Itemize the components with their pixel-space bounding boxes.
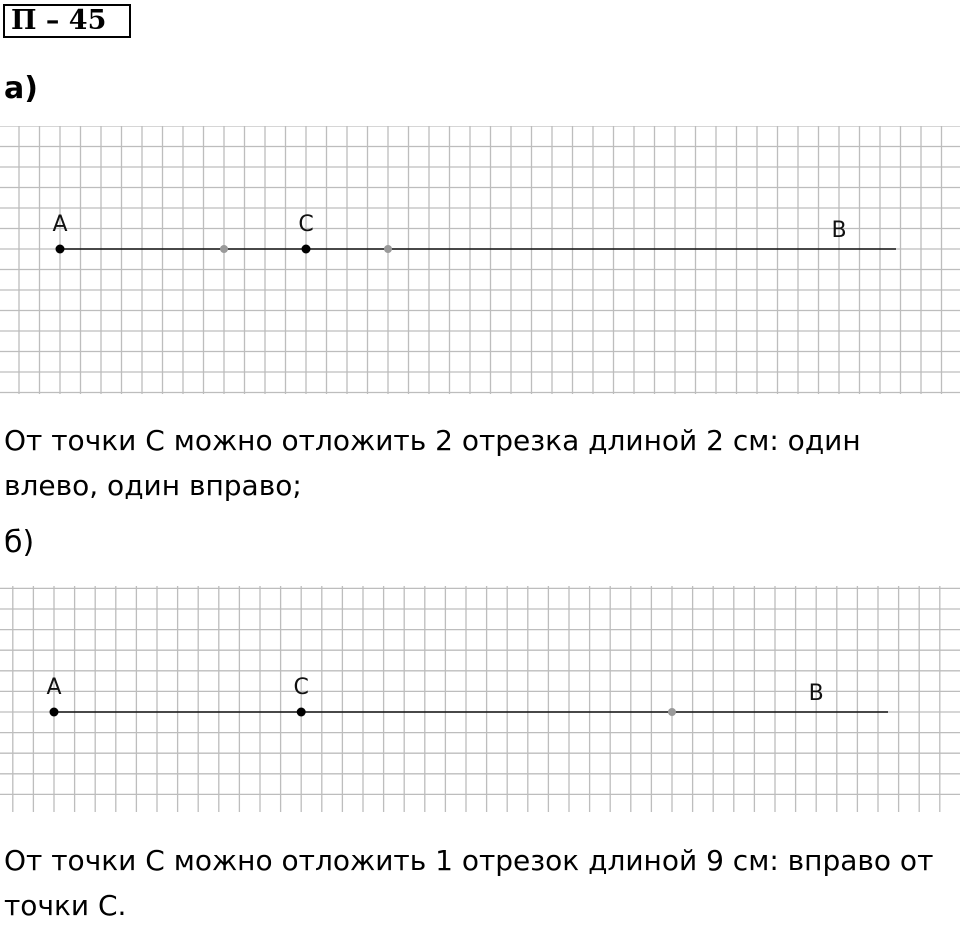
point-a	[56, 245, 65, 254]
point-label-b: B	[831, 218, 847, 243]
point-label-b: B	[808, 681, 824, 706]
point-c	[297, 708, 306, 717]
marked-point	[384, 245, 392, 253]
grid-figure-a	[0, 126, 960, 394]
marked-point	[668, 708, 676, 716]
part-b-label: б)	[4, 525, 35, 560]
point-a	[50, 708, 59, 717]
point-label-a: A	[46, 675, 62, 700]
grid-figure-b	[0, 586, 960, 812]
point-label-a: A	[52, 212, 68, 237]
problem-number: П – 45	[3, 4, 131, 38]
point-c	[302, 245, 311, 254]
point-label-c: C	[298, 212, 314, 237]
answer-a: От точки С можно отложить 2 отрезка длиной 2 см: один влево, один вправо;	[4, 424, 861, 502]
part-a-label: а)	[4, 71, 38, 106]
point-label-c: C	[293, 675, 309, 700]
answer-b: От точки С можно отложить 1 отрезок длиной 9 см: вправо от точки С.	[4, 844, 934, 922]
marked-point	[220, 245, 228, 253]
